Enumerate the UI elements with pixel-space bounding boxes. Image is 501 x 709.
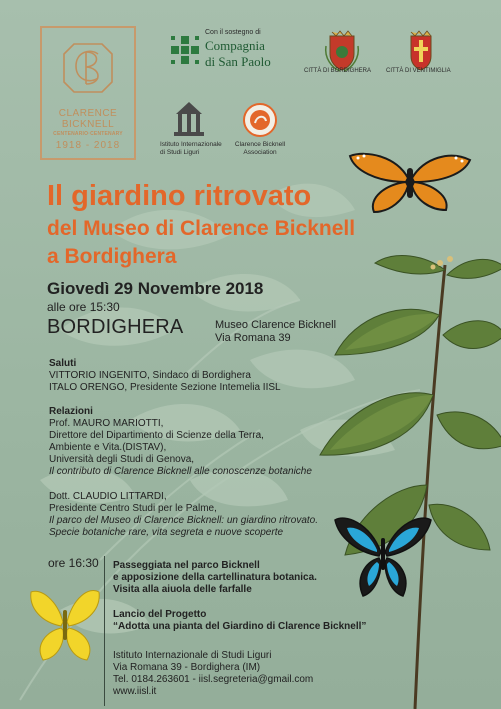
monarch-butterfly-illustration bbox=[346, 148, 474, 218]
cba-label-line1: Clarence Bicknell bbox=[234, 141, 286, 148]
walk-line: Passeggiata nel parco Bicknell bbox=[113, 560, 260, 571]
logo-years: 1918 - 2018 bbox=[55, 140, 121, 151]
logo-line1: CLARENCE bbox=[58, 108, 118, 119]
sponsor-subtitle: Con il sostegno di bbox=[205, 29, 261, 36]
contact-line: Tel. 0184.263601 - iisl.segreteria@gmail.com bbox=[113, 674, 314, 685]
compagnia-logo-icon bbox=[171, 36, 199, 64]
event-city: BORDIGHERA bbox=[47, 316, 184, 338]
cba-logo-icon bbox=[243, 103, 277, 137]
logo-centenary-label: CENTENARIO·CENTENARY bbox=[53, 131, 123, 137]
iisl-label-line2: di Studi Liguri bbox=[160, 149, 200, 156]
speaker1-line: Università degli Studi di Genova, bbox=[49, 454, 195, 465]
yellow-brimstone-butterfly-illustration bbox=[27, 582, 103, 664]
afternoon-time: ore 16:30 bbox=[48, 556, 99, 570]
contact-line: Istituto Internazionale di Studi Liguri bbox=[113, 650, 272, 661]
saluti-heading: Saluti bbox=[49, 358, 77, 369]
bicknell-monogram-icon bbox=[60, 40, 116, 96]
talk2-title: Il parco del Museo di Clarence Bicknell: un giardino ritrovato. bbox=[49, 515, 319, 526]
talk2-title: Specie botaniche rare, vita segreta e nuove scoperte bbox=[49, 527, 284, 538]
saluti-item: ITALO ORENGO, Presidente Sezione Intemelia IISL bbox=[49, 382, 281, 393]
iisl-label-line1: Istituto Internazionale bbox=[160, 141, 222, 148]
iisl-label bbox=[160, 141, 222, 157]
iisl-logo-icon bbox=[172, 100, 206, 138]
speaker1-line: Ambiente e Vita.(DISTAV), bbox=[49, 442, 167, 453]
sponsor-name-line2: di San Paolo bbox=[205, 54, 271, 69]
event-time: alle ore 15:30 bbox=[47, 300, 120, 314]
event-title-line2: del Museo di Clarence Bicknell bbox=[47, 217, 356, 240]
contact-line: Via Romana 39 - Bordighera (IM) bbox=[113, 662, 261, 673]
launch-line: Lancio del Progetto bbox=[113, 609, 207, 620]
blue-swallowtail-butterfly-illustration bbox=[333, 512, 433, 604]
divider-line bbox=[104, 556, 105, 706]
venue-name: Museo Clarence Bicknell bbox=[215, 319, 337, 331]
logo-line2: BICKNELL bbox=[61, 119, 115, 130]
cba-label bbox=[225, 141, 295, 157]
speaker1-line: Prof. MAURO MARIOTTI, bbox=[49, 418, 164, 429]
bordighera-crest-icon bbox=[322, 28, 362, 72]
crest-label-ventimiglia: CITTÀ DI VENTIMIGLIA bbox=[386, 68, 451, 74]
bicknell-centenary-logo bbox=[40, 26, 136, 160]
event-title-line3: a Bordighera bbox=[47, 245, 177, 268]
saluti-item: VITTORIO INGENITO, Sindaco di Bordighera bbox=[49, 370, 251, 381]
bay-laurel-plant-illustration bbox=[315, 245, 501, 709]
relazioni-heading: Relazioni bbox=[49, 406, 93, 417]
venue-address: Via Romana 39 bbox=[215, 332, 291, 344]
walk-line: Visita alla aiuola delle farfalle bbox=[113, 584, 252, 595]
launch-line: “Adotta una pianta del Giardino di Clarence Bicknell” bbox=[113, 621, 367, 632]
speaker1-line: Direttore del Dipartimento di Scienze della Terra, bbox=[49, 430, 264, 441]
sponsor-name-line1: Compagnia bbox=[205, 38, 265, 53]
walk-line: e apposizione della cartellinatura botanica. bbox=[113, 572, 317, 583]
ventimiglia-crest-icon bbox=[401, 28, 441, 72]
logo-name bbox=[42, 108, 134, 130]
talk1-title: Il contributo di Clarence Bicknell alle conoscenze botaniche bbox=[49, 466, 312, 477]
sponsor-compagnia-san-paolo bbox=[171, 29, 291, 79]
crest-label-bordighera: CITTÀ DI BORDIGHERA bbox=[304, 68, 372, 74]
speaker2-line: Presidente Centro Studi per le Palme, bbox=[49, 503, 217, 514]
event-title-line1: Il giardino ritrovato bbox=[47, 180, 312, 212]
cba-label-line2: Association bbox=[243, 149, 277, 156]
event-date: Giovedì 29 Novembre 2018 bbox=[47, 279, 264, 298]
contact-website: www.iisl.it bbox=[113, 686, 157, 697]
speaker2-line: Dott. CLAUDIO LITTARDI, bbox=[49, 491, 167, 502]
